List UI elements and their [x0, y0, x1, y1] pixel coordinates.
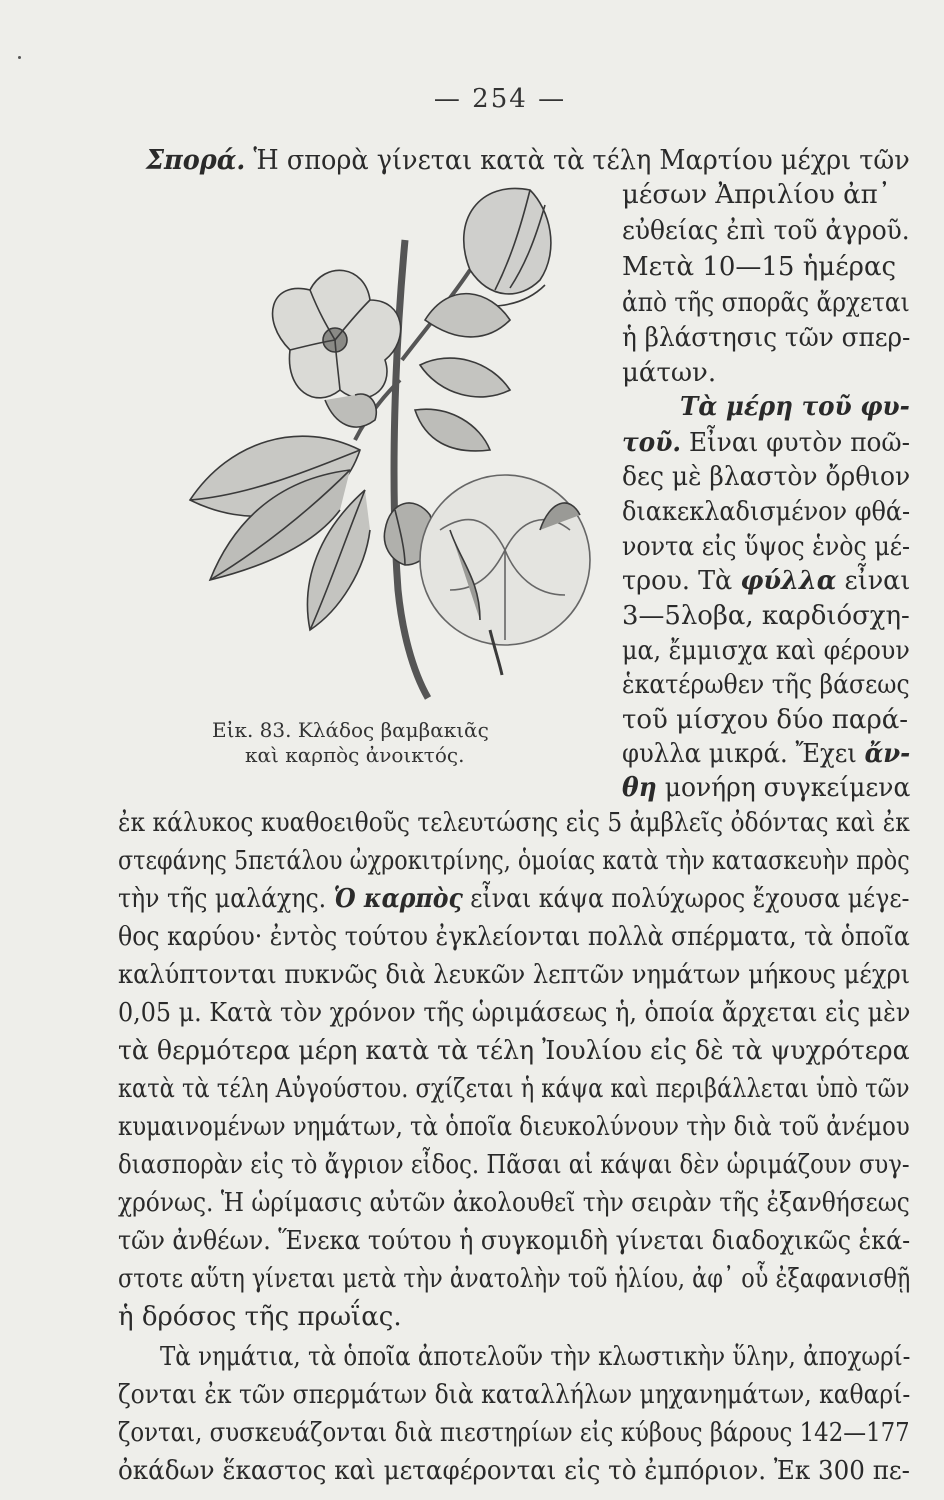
section-heading-sowing: Σπορά. — [146, 145, 246, 176]
text-line: ἡ βλάστησις τῶν σπερ- — [622, 323, 911, 353]
text-line: στεφάνης 5πετάλου ὠχροκιτρίνης, ὁμοίας κατὰ τὴν κατασκευὴν πρὸς — [118, 846, 910, 876]
text-line: κυμαινομένων νημάτων, τὰ ὁποῖα διευκολύνουν τὴν διὰ τοῦ ἀνέμου — [118, 1112, 910, 1142]
text-line: ἐκ κάλυκος κυαθοειθοῦς τελευτώσης εἰς 5 ἀμβλεῖς ὀδόντας καὶ ἐκ — [118, 808, 910, 838]
text-line: μέσων Ἀπριλίου ἀπ᾽ — [622, 180, 891, 210]
section-heading-parts-end: τοῦ. — [622, 428, 682, 458]
text-line: καλύπτονται πυκνῶς διὰ λευκῶν λεπτῶν νημάτων μήκους μέχρι — [118, 960, 911, 990]
section-heading-parts: Τὰ μέρη τοῦ φυ- — [680, 392, 910, 422]
text-line: κατὰ τὰ τέλη Αὐγούστου. σχίζεται ἡ κάψα καὶ περιβάλλεται ὑπὸ τῶν — [118, 1074, 910, 1104]
margin-mark — [18, 56, 21, 59]
text-line: δες μὲ βλαστὸν ὄρθιον — [622, 462, 911, 492]
page-number: — 254 — — [433, 84, 567, 114]
text-line: ἡ δρόσος τῆς πρωΐας. — [118, 1302, 402, 1332]
text-line: τρου. Τὰ φύλλα εἶναι — [622, 566, 911, 596]
text-line: θη μονήρη συγκείμενα — [622, 773, 911, 803]
term-fruit: Ὁ καρπὸς — [333, 884, 463, 914]
text-line: χρόνως. Ἡ ὡρίμασις αὐτῶν ἀκολουθεῖ τὴν σειρὰν τῆς ἐξανθήσεως — [118, 1188, 910, 1218]
text-line: διασπορὰν εἰς τὸ ἄγριον εἶδος. Πᾶσαι αἱ κάψαι δὲν ὡριμάζουν συγ- — [118, 1150, 910, 1180]
text-line: τὴν τῆς μαλάχης. Ὁ καρπὸς εἶναι κάψα πολύχωρος ἔχουσα μέγε- — [118, 884, 910, 914]
text-line: εὐθείας ἐπὶ τοῦ ἀγροῦ. — [622, 216, 910, 246]
text-line: 0,05 μ. Κατὰ τὸν χρόνον τῆς ὡριμάσεως ἡ, ὁποία ἄρχεται εἰς μὲν — [118, 998, 911, 1028]
figure-caption-line-2: καὶ καρπὸς ἀνοικτός. — [245, 743, 465, 767]
text-line: φυλλα μικρά. Ἔχει ἄν- — [622, 739, 911, 769]
text-line: Τὰ νημάτια, τὰ ὁποῖα ἀποτελοῦν τὴν κλωστικὴν ὕλην, ἀποχωρί- — [160, 1342, 911, 1372]
text-line: τῶν ἀνθέων. Ἕνεκα τούτου ἡ συγκομιδὴ γίνεται διαδοχικῶς ἑκά- — [118, 1226, 911, 1256]
text-line: ὀκάδων ἕκαστος καὶ μεταφέρονται εἰς τὸ ἐμπόριον. Ἐκ 300 πε- — [118, 1456, 910, 1486]
text-line: διακεκλαδισμένον φθά- — [622, 497, 911, 527]
text-line: ζονται ἐκ τῶν σπερμάτων διὰ καταλλήλων μηχανημάτων, καθαρί- — [118, 1380, 911, 1410]
text-line: στοτε αὕτη γίνεται μετὰ τὴν ἀνατολὴν τοῦ ἡλίου, ἀφ᾽ οὗ ἐξαφανισθῇ — [118, 1264, 911, 1294]
term-flowers-end: θη — [622, 773, 657, 803]
text-line: ζονται, συσκευάζονται διὰ πιεστηρίων εἰς κύβους βάρους 142—177 — [118, 1418, 910, 1448]
text-line: θος καρύου· ἐντὸς τούτου ἐγκλείονται πολλὰ σπέρματα, τὰ ὁποῖα — [118, 922, 910, 952]
term-flowers: ἄν- — [864, 739, 911, 769]
text-line: μάτων. — [622, 358, 717, 388]
text-line: τοῦ. Εἶναι φυτὸν ποῶ- — [622, 428, 911, 458]
text-line: τοῦ μίσχου δύο παρά- — [622, 705, 909, 735]
text-line: μα, ἔμμισχα καὶ φέρουν — [622, 636, 910, 666]
cotton-branch-illustration — [150, 150, 620, 710]
text-line: ἑκατέρωθεν τῆς βάσεως — [622, 670, 910, 700]
text-line: νοντα εἰς ὕψος ἑνὸς μέ- — [622, 532, 911, 562]
text-line: ἀπὸ τῆς σπορᾶς ἄρχεται — [622, 288, 910, 318]
text-line: Μετὰ 10—15 ἡμέρας — [622, 252, 897, 282]
text-line: 3—5λοβα, καρδιόσχη- — [622, 601, 910, 631]
text-line: τὰ θερμότερα μέρη κατὰ τὰ τέλη Ἰουλίου εἰς δὲ τὰ ψυχρότερα — [118, 1036, 910, 1066]
term-leaves: φύλλα — [740, 566, 837, 596]
figure-caption-line-1: Εἰκ. 83. Κλάδος βαμβακιᾶς — [212, 718, 489, 742]
first-line-text: Ἡ σπορὰ γίνεται κατὰ τὰ τέλη Μαρτίου μέχρι τῶν — [253, 145, 910, 176]
